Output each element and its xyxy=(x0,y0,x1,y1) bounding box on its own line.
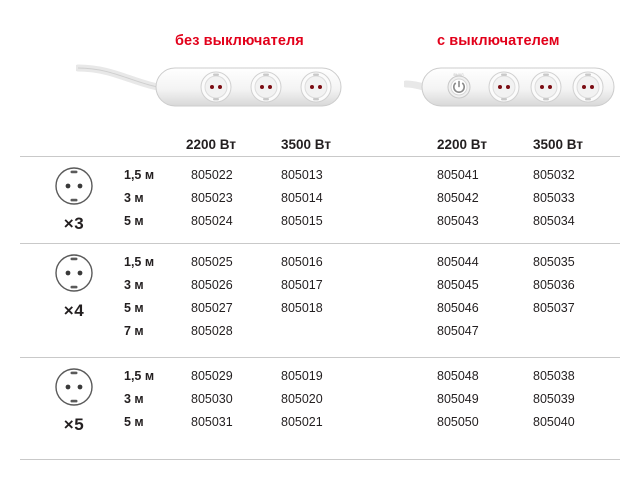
cell-code: 805045 xyxy=(437,278,479,292)
column-header-with-switch-2200: 2200 Вт xyxy=(437,137,487,152)
cell-code: 805033 xyxy=(533,191,575,205)
cell-code: 805043 xyxy=(437,214,479,228)
cell-code: 805018 xyxy=(281,301,323,315)
cell-code: 805038 xyxy=(533,369,575,383)
column-header-with-switch-3500: 3500 Вт xyxy=(533,137,583,152)
cell-code: 805016 xyxy=(281,255,323,269)
cell-code: 805042 xyxy=(437,191,479,205)
table-row xyxy=(0,415,640,438)
table-rows xyxy=(0,168,640,237)
cell-code: 805031 xyxy=(191,415,233,429)
cell-length: 1,5 м xyxy=(124,168,155,182)
table-row xyxy=(0,214,640,237)
table-row xyxy=(0,301,640,324)
table-row xyxy=(0,168,640,191)
cell-code: 805037 xyxy=(533,301,575,315)
socket-count-label: ×5 xyxy=(63,415,85,434)
cell-code: 805020 xyxy=(281,392,323,406)
cell-length: 1,5 м xyxy=(124,255,155,269)
socket-count-label: ×4 xyxy=(63,301,85,320)
column-header-no-switch-3500: 3500 Вт xyxy=(281,137,331,152)
group-title-with-switch: с выключателем xyxy=(437,33,560,49)
cell-code: 805050 xyxy=(437,415,479,429)
cell-code: 805039 xyxy=(533,392,575,406)
cell-length: 3 м xyxy=(124,191,144,205)
table-rows xyxy=(0,369,640,438)
cell-code: 805049 xyxy=(437,392,479,406)
svg-text:ВЫКЛ.: ВЫКЛ. xyxy=(453,73,465,77)
cell-code: 805029 xyxy=(191,369,233,383)
table-rows xyxy=(0,255,640,347)
cell-length: 1,5 м xyxy=(124,369,155,383)
power-strip-no-switch-image xyxy=(76,62,346,110)
cell-length: 5 м xyxy=(124,301,144,315)
cell-code: 805013 xyxy=(281,168,323,182)
table-section xyxy=(0,357,640,459)
socket-count-label: ×3 xyxy=(63,214,85,233)
cell-code: 805044 xyxy=(437,255,479,269)
table-row xyxy=(0,369,640,392)
cell-code: 805030 xyxy=(191,392,233,406)
cell-code: 805046 xyxy=(437,301,479,315)
cell-code: 805040 xyxy=(533,415,575,429)
cell-code: 805022 xyxy=(191,168,233,182)
cell-code: 805047 xyxy=(437,324,479,338)
cell-length: 7 м xyxy=(124,324,144,338)
cell-code: 805048 xyxy=(437,369,479,383)
cell-code: 805028 xyxy=(191,324,233,338)
cell-code: 805015 xyxy=(281,214,323,228)
cell-length: 3 м xyxy=(124,278,144,292)
cell-code: 805017 xyxy=(281,278,323,292)
divider xyxy=(20,459,620,460)
cell-code: 805021 xyxy=(281,415,323,429)
table-section xyxy=(0,156,640,243)
column-header-no-switch-2200: 2200 Вт xyxy=(186,137,236,152)
table-section xyxy=(0,243,640,357)
power-strip-with-switch-image xyxy=(404,62,619,110)
cell-length: 5 м xyxy=(124,214,144,228)
cell-code: 805027 xyxy=(191,301,233,315)
table-row xyxy=(0,324,640,347)
cell-code: 805035 xyxy=(533,255,575,269)
cell-length: 3 м xyxy=(124,392,144,406)
table-row xyxy=(0,278,640,301)
table-row xyxy=(0,191,640,214)
cell-code: 805025 xyxy=(191,255,233,269)
group-title-no-switch: без выключателя xyxy=(175,33,304,49)
cell-code: 805024 xyxy=(191,214,233,228)
cell-code: 805034 xyxy=(533,214,575,228)
table-row xyxy=(0,255,640,278)
cell-code: 805041 xyxy=(437,168,479,182)
cell-code: 805036 xyxy=(533,278,575,292)
cell-code: 805019 xyxy=(281,369,323,383)
cell-code: 805032 xyxy=(533,168,575,182)
cell-length: 5 м xyxy=(124,415,144,429)
cell-code: 805026 xyxy=(191,278,233,292)
table-row xyxy=(0,392,640,415)
cell-code: 805014 xyxy=(281,191,323,205)
cell-code: 805023 xyxy=(191,191,233,205)
